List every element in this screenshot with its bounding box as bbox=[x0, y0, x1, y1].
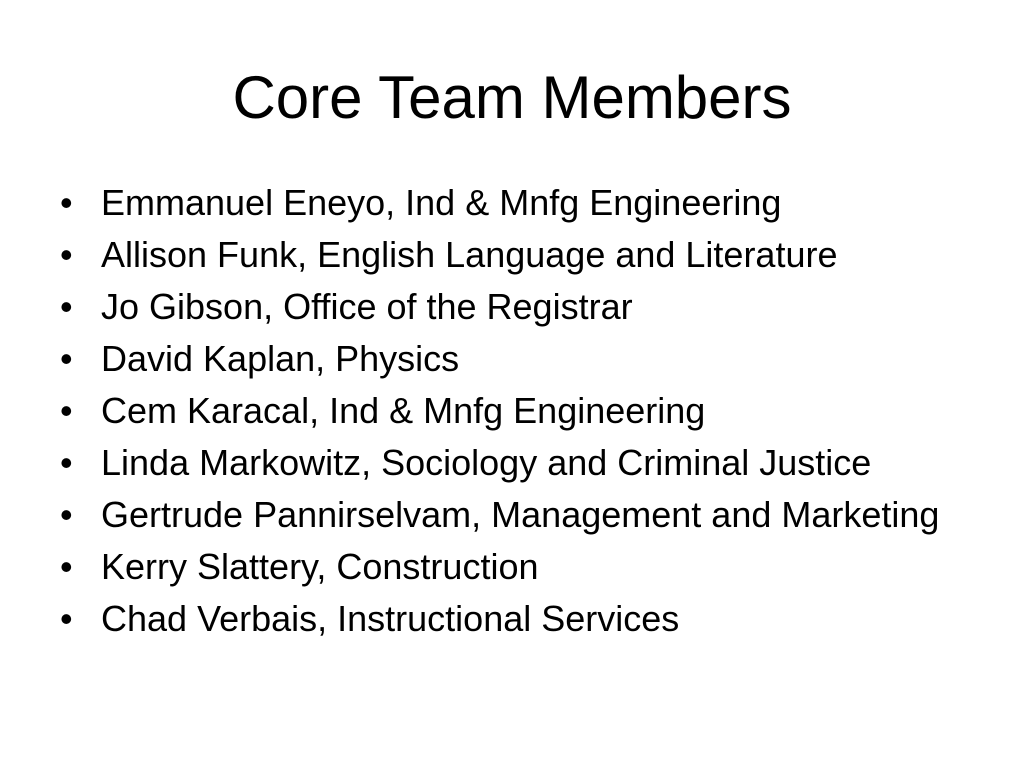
team-member-text: Linda Markowitz, Sociology and Criminal Justice bbox=[101, 442, 872, 483]
list-item bbox=[60, 546, 980, 587]
bullet-icon: • bbox=[60, 494, 73, 535]
bullet-icon: • bbox=[60, 286, 73, 327]
list-item bbox=[60, 390, 980, 431]
list-item bbox=[60, 234, 980, 275]
slide-title: Core Team Members bbox=[232, 64, 792, 131]
bullet-icon: • bbox=[60, 234, 73, 275]
bullet-icon: • bbox=[60, 182, 73, 223]
bullet-icon: • bbox=[60, 598, 73, 639]
list-item bbox=[60, 286, 980, 327]
team-member-list bbox=[60, 182, 980, 650]
team-member-text: Cem Karacal, Ind & Mnfg Engineering bbox=[101, 390, 706, 431]
team-member-text: Kerry Slattery, Construction bbox=[101, 546, 539, 587]
team-member-text: Jo Gibson, Office of the Registrar bbox=[101, 286, 633, 327]
list-item bbox=[60, 598, 980, 639]
bullet-icon: • bbox=[60, 546, 73, 587]
bullet-icon: • bbox=[60, 442, 73, 483]
bullet-icon: • bbox=[60, 338, 73, 379]
bullet-icon: • bbox=[60, 390, 73, 431]
team-member-text: Chad Verbais, Instructional Services bbox=[101, 598, 680, 639]
team-member-text: David Kaplan, Physics bbox=[101, 338, 460, 379]
list-item bbox=[60, 494, 980, 535]
team-member-text: Gertrude Pannirselvam, Management and Marketing bbox=[101, 494, 940, 535]
list-item bbox=[60, 442, 980, 483]
team-member-text: Emmanuel Eneyo, Ind & Mnfg Engineering bbox=[101, 182, 782, 223]
team-member-text: Allison Funk, English Language and Literature bbox=[101, 234, 838, 275]
list-item bbox=[60, 338, 980, 379]
list-item bbox=[60, 182, 980, 223]
